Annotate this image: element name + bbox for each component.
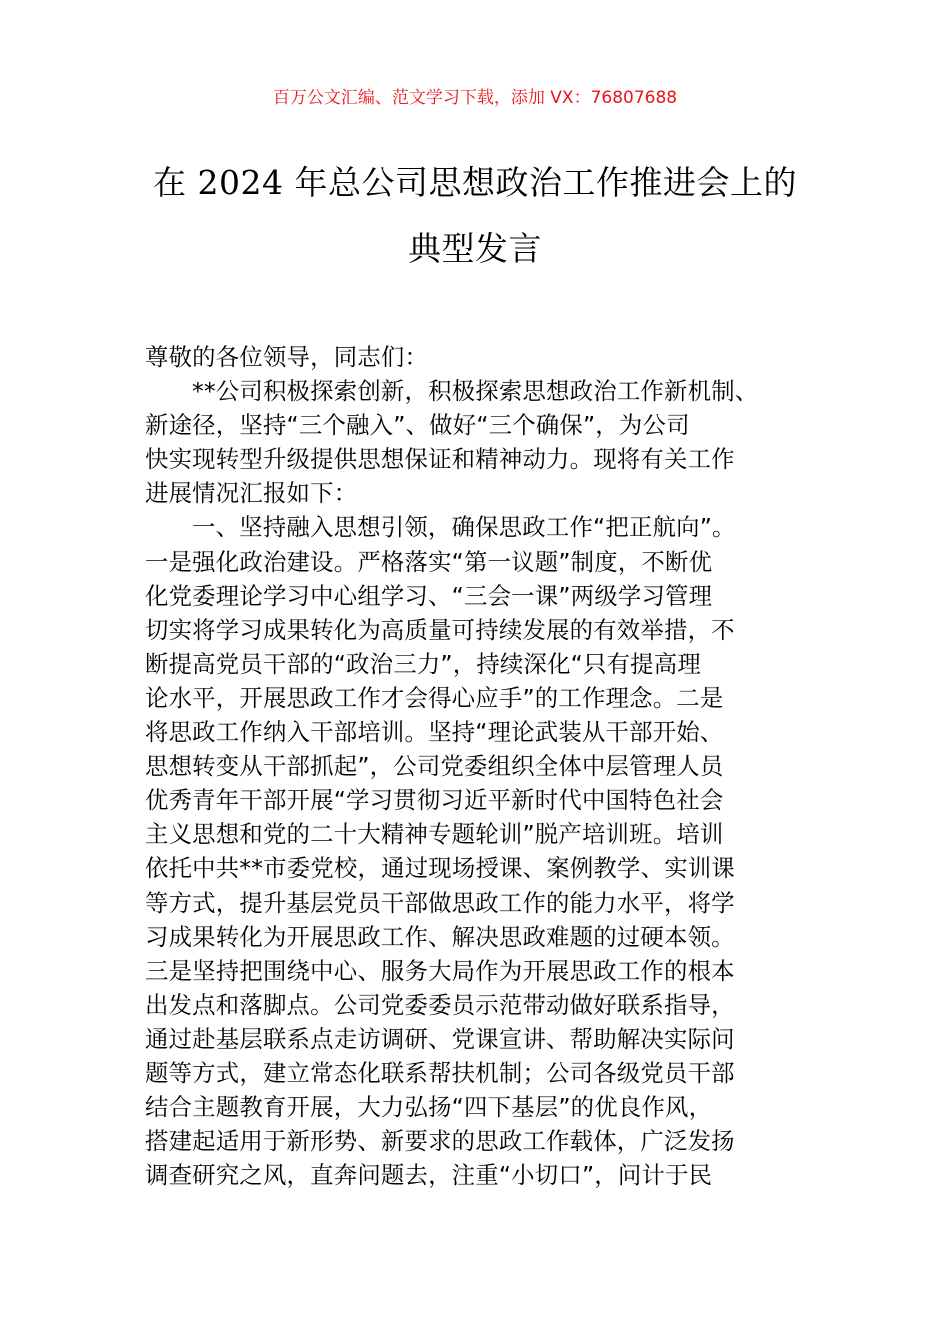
paragraph-line: 题等方式，建立常态化联系帮扶机制；公司各级党员干部 <box>145 1058 735 1087</box>
salutation: 尊敬的各位领导，同志们： <box>145 343 429 371</box>
paragraph-line: 进展情况汇报如下： <box>145 479 358 508</box>
paragraph-line: 依托中共**市委党校，通过现场授课、案例教学、实训课 <box>145 854 735 883</box>
document-title <box>0 150 950 282</box>
paragraph-line: 断提高党员干部的“政治三力”，持续深化“只有提高理 <box>145 649 701 678</box>
paragraph-line: 切实将学习成果转化为高质量可持续发展的有效举措，不 <box>145 615 735 644</box>
paragraph-line: 一是强化政治建设。严格落实“第一议题”制度，不断优 <box>145 547 713 576</box>
paragraph-line: 调查研究之风，直奔问题去，注重“小切口”，问计于民 <box>145 1161 713 1190</box>
paragraph-line: 优秀青年干部开展“学习贯彻习近平新时代中国特色社会 <box>145 786 724 815</box>
paragraph-line: 新途径，坚持“三个融入”、做好“三个确保”，为公司 <box>145 411 690 440</box>
paragraph-line: 等方式，提升基层党员干部做思政工作的能力水平，将学 <box>145 888 735 917</box>
paragraph-line: 主义思想和党的二十大精神专题轮训”脱产培训班。培训 <box>145 820 724 849</box>
title-line-1: 在 2024 年总公司思想政治工作推进会上的 <box>153 163 797 202</box>
paragraph-line: 化党委理论学习中心组学习、“三会一课”两级学习管理 <box>145 581 713 610</box>
paragraph-line: 习成果转化为开展思政工作、解决思政难题的过硬本领。 <box>145 922 735 951</box>
paragraph-line: 思想转变从干部抓起”，公司党委组织全体中层管理人员 <box>145 752 724 781</box>
paragraph-line: 将思政工作纳入干部培训。坚持“理论武装从干部开始、 <box>145 718 724 747</box>
document-body <box>145 340 809 1192</box>
paragraph-line: 快实现转型升级提供思想保证和精神动力。现将有关工作 <box>145 445 735 474</box>
paragraph-line: 通过赴基层联系点走访调研、党课宣讲、帮助解决实际问 <box>145 1024 735 1053</box>
paragraph-line: 结合主题教育开展，大力弘扬“四下基层”的优良作风， <box>145 1093 713 1122</box>
paragraph-line: 出发点和落脚点。公司党委委员示范带动做好联系指导， <box>145 990 735 1019</box>
paragraph-line: **公司积极探索创新，积极探索思想政治工作新机制、 <box>192 377 759 406</box>
title-line-2: 典型发言 <box>408 229 542 268</box>
paragraph-line: 搭建起适用于新形势、新要求的思政工作载体，广泛发扬 <box>145 1127 735 1156</box>
section-heading-line: 一、坚持融入思想引领，确保思政工作“把正航向”。 <box>192 513 736 542</box>
paragraph-line: 论水平，开展思政工作才会得心应手”的工作理念。二是 <box>145 683 724 712</box>
paragraph-line: 三是坚持把围绕中心、服务大局作为开展思政工作的根本 <box>145 956 735 985</box>
watermark-header: 百万公文汇编、范文学习下载，添加 VX：76807688 <box>272 88 678 108</box>
